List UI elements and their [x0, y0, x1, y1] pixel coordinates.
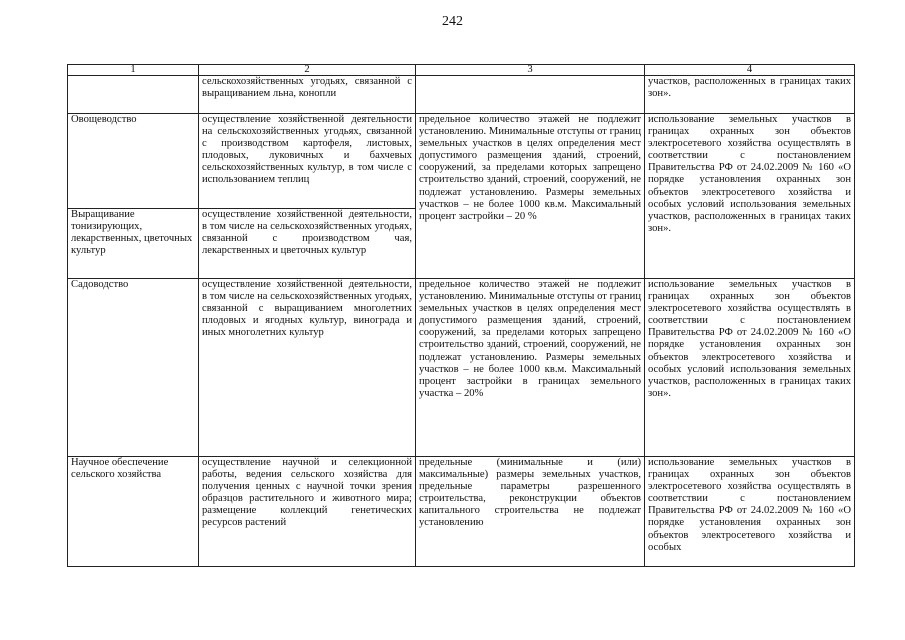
- land-use-name: [68, 76, 199, 114]
- column-header-4: 4: [645, 65, 855, 76]
- land-use-description: сельскохозяйственных угодьях, связанной с выращиванием льна, конопли: [199, 76, 416, 114]
- construction-parameters: предельное количество этажей не подлежит установлению. Минимальные отступы от границ земельных участков в целях определения мест допустимого размещения зданий, строений, сооружений, за пределами которых запрещено строительство зданий, строений, сооружений, не подлежат установлению. Размеры земельных участков – не более 1000 кв.м. Максимальный процент застройки – 20 %: [416, 114, 645, 279]
- land-use-name: Овощеводство: [68, 114, 199, 209]
- column-header-3: 3: [416, 65, 645, 76]
- usage-restrictions: участков, расположенных в границах таких зон».: [645, 76, 855, 114]
- usage-restrictions: использование земельных участков в границах охранных зон объектов электросетевого хозяйства осуществлять в соответствии с постановлением Правительства РФ от 24.02.2009 № 160 «О порядке установления охранных зон объектов электросетевого хозяйства и особых условий использования земельных участков, расположенных в границах таких зон».: [645, 114, 855, 279]
- construction-parameters: предельное количество этажей не подлежит установлению. Минимальные отступы от границ земельных участков в целях определения мест допустимого размещения зданий, строений, сооружений, за пределами которых запрещено строительство зданий, строений, сооружений, не подлежат установлению. Размеры земельных участков – не более 1000 кв.м. Максимальный процент застройки в границах земельного участка – 20%: [416, 279, 645, 457]
- usage-restrictions: использование земельных участков в границах охранных зон объектов электросетевого хозяйства осуществлять в соответствии с постановлением Правительства РФ от 24.02.2009 № 160 «О порядке установления охранных зон объектов электросетевого хозяйства и особых условий использования земельных участков, расположенных в границах таких зон».: [645, 279, 855, 457]
- table-row: [68, 114, 855, 209]
- table-row: [68, 457, 855, 567]
- land-use-name: Садоводство: [68, 279, 199, 457]
- land-use-name: Выращивание тонизирующих, лекарственных, цветочных культур: [68, 209, 199, 279]
- land-use-description: осуществление научной и селекционной работы, ведения сельского хозяйства для получения ценных с научной точки зрения образцов растительного и животного мира; размещение коллекций генетических ресурсов растений: [199, 457, 416, 567]
- table-row: [68, 279, 855, 457]
- construction-parameters: [416, 76, 645, 114]
- land-use-name: Научное обеспечение сельского хозяйства: [68, 457, 199, 567]
- page-number: 242: [442, 14, 463, 29]
- table-row: [68, 76, 855, 114]
- table-header-row: [68, 65, 855, 76]
- land-use-table: [67, 64, 855, 567]
- land-use-description: осуществление хозяйственной деятельности на сельскохозяйственных угодьях, связанной с производством картофеля, листовых, плодовых, луковичных и бахчевых сельскохозяйственных культур, в том числе с использованием теплиц: [199, 114, 416, 209]
- column-header-2: 2: [199, 65, 416, 76]
- column-header-1: 1: [68, 65, 199, 76]
- land-use-description: осуществление хозяйственной деятельности, в том числе на сельскохозяйственных угодьях, связанной с производством чая, лекарственных и цветочных культур: [199, 209, 416, 279]
- land-use-description: осуществление хозяйственной деятельности, в том числе на сельскохозяйственных угодьях, связанной с выращиванием многолетних плодовых и ягодных культур, винограда и иных многолетних культур: [199, 279, 416, 457]
- usage-restrictions: использование земельных участков в границах охранных зон объектов электросетевого хозяйства осуществлять в соответствии с постановлением Правительства РФ от 24.02.2009 № 160 «О порядке установления охранных зон объектов электросетевого хозяйства и особых: [645, 457, 855, 567]
- construction-parameters: предельные (минимальные и (или) максимальные) размеры земельных участков, предельные параметры разрешенного строительства, реконструкции объектов капитального строительства не подлежат установлению: [416, 457, 645, 567]
